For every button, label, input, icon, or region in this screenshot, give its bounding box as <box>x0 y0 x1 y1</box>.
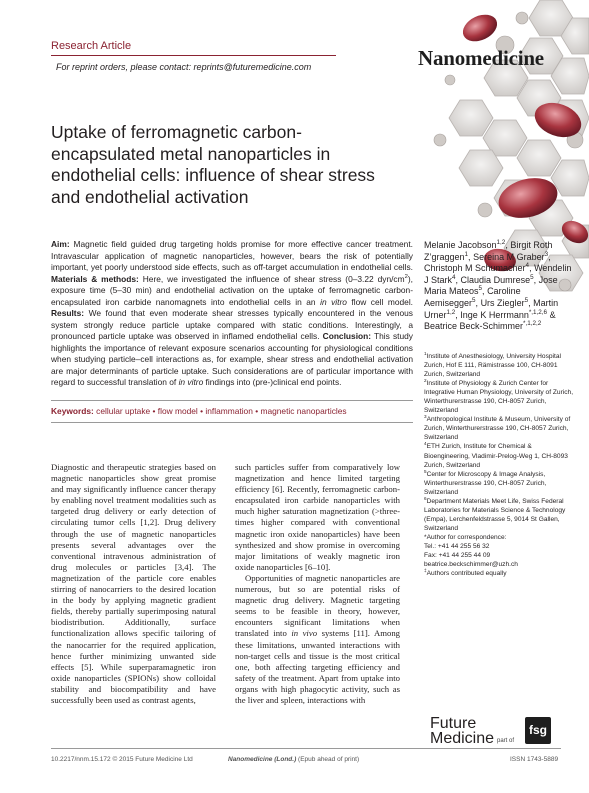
author-separator: , <box>548 251 551 262</box>
affiliation-sup: 1 <box>424 350 427 356</box>
author-name: Claudia Dumrese <box>460 274 531 285</box>
author-affiliation-sup: 4 <box>525 262 530 270</box>
conclusion-italic: in vitro <box>178 377 204 387</box>
affiliation <box>424 497 574 533</box>
aim-label: Aim: <box>51 239 70 249</box>
affiliation-sup: 2 <box>424 377 427 383</box>
affiliation <box>424 415 574 442</box>
affiliations <box>424 352 574 578</box>
author-separator: , <box>455 274 461 285</box>
author-separator: , <box>528 297 534 308</box>
methods-sup: 2 <box>404 273 408 280</box>
author-affiliation-sup: 4 <box>452 273 456 281</box>
methods-text-b: ), exposure time (5–30 min) and endothelial activation on the uptake of ferromagnetic carbon-encapsulated iron carbide nanomagnets into endothelial cells in an <box>51 273 413 307</box>
keywords <box>51 406 413 416</box>
keyword: magnetic nanoparticles <box>260 406 347 416</box>
affiliation-text: Fax: +41 44 255 44 09 <box>424 552 491 560</box>
author-affiliation-sup: 1,2 <box>496 239 506 246</box>
affiliation-text: *Author for correspondence: <box>424 533 507 541</box>
affiliation-text: beatrice.beckschimmer@uzh.ch <box>424 561 518 569</box>
author-separator: , <box>533 274 539 285</box>
author-separator: , <box>505 240 511 250</box>
affiliation-text: Center for Microscopy & Image Analysis, Winterthurerstrasse 190, CH-8057 Zurich, Switzerland <box>424 470 547 496</box>
affiliation <box>424 569 574 578</box>
keywords-list <box>96 406 346 416</box>
body-paragraph <box>235 573 400 706</box>
affiliation-text: ETH Zurich, Institute for Chemical & Bioengineering, Vladimir-Prelog-Weg 1, CH-8093 Zurich, Switzerland <box>424 443 568 469</box>
author-name: Christoph M Schumacher <box>424 263 526 274</box>
affiliation-sup: 5 <box>424 468 427 474</box>
author-separator: & <box>547 309 556 320</box>
affiliation <box>424 470 574 497</box>
logo-line1: Future <box>430 715 477 732</box>
body-column-1 <box>51 462 216 706</box>
affiliation-text: Tel.: +41 44 255 56 32 <box>424 542 490 550</box>
affiliation-sup: ‡ <box>424 567 427 573</box>
author-affiliation-sup: 5 <box>478 285 483 293</box>
journal-name: Nanomedicine <box>418 46 544 70</box>
keyword-separator: • <box>252 406 261 416</box>
keyword: flow model <box>157 406 198 416</box>
methods-italic: in vitro <box>320 296 347 307</box>
author-separator: , <box>455 309 461 320</box>
header-rule <box>51 55 336 56</box>
conclusion-text-a: This study highlights the importance of relevant exposure scenarios accounting for physiological conditions when studying particle–cell interactions as, for example, shear stress and endothelial activation are major determinants of particle uptake. Such considerations are of particular importance with regard to successful translation of <box>51 331 413 387</box>
logo-line2: Medicine <box>430 730 495 747</box>
body-text: systems [11]. Among these limitations, unwanted interactions with non-target cells and tissue is the most critical one, both affecting targeting efficiency and safety of the treatment. Apart from uptake into organs with high phagocytic activity, such as the liver and spleen, interactions with <box>235 628 401 705</box>
affiliation-text: Department Materials Meet Life, Swiss Federal Laboratories for Materials Science & Technology (Empa), Lerchenfeldstrasse 5, 9014 St Gallen, Switzerland <box>424 497 566 532</box>
body-italic: in vivo <box>291 628 318 639</box>
affiliation <box>424 542 574 551</box>
part-of-text: part of <box>497 738 515 744</box>
body-text: Opportunities of magnetic nanoparticles are numerous, but so are potential risks of magnetic drug delivery. Magnetic targeting seems to be feasible in theory, however, encounters significant limitations when translated into <box>235 572 400 639</box>
conclusion-label: Conclusion: <box>322 331 372 341</box>
body-paragraph: such particles suffer from comparatively low magnetization and hence limited targeting efficiency [6]. Recently, ferromagnetic carbon-encapsulated iron carbide nanoparticles with much higher saturation magnetization (>three-times higher compared with conventional magnetic iron oxide nanoparticles) have been synthesized and show promise in overcoming major limitations of weakly magnetic iron oxide nanoparticles [6–10]. <box>235 462 400 572</box>
author-name: Caroline Aemisegger <box>424 286 521 308</box>
methods-text-a: Here, we investigated the influence of shear stress (0–3.22 dyn/cm <box>138 273 405 284</box>
methods-text-c: flow cell model. <box>346 296 414 307</box>
keywords-label: Keywords: <box>51 406 94 416</box>
author-affiliation-sup: 5 <box>530 273 534 281</box>
abstract <box>51 239 413 389</box>
article-title: Uptake of ferromagnetic carbon-encapsulated metal nanoparticles in endothelial cells: influence of shear stress and endothelial activation <box>51 122 375 207</box>
author-name: Inge K Herrmann <box>460 309 529 320</box>
author-name: Birgit Roth Z’graggen <box>424 240 553 262</box>
author-name: Martin Urner <box>424 297 559 320</box>
footer-citation <box>228 756 359 763</box>
results-label: Results: <box>51 308 85 318</box>
footer-rule <box>51 748 561 749</box>
reprint-notice: For reprint orders, please contact: reprints@futuremedicine.com <box>56 62 312 72</box>
author-affiliation-sup: 5 <box>472 296 476 304</box>
author-affiliation-sup: 5 <box>524 296 529 304</box>
footer-doi: 10.2217/nnm.15.172 © 2015 Future Medicine Ltd <box>51 756 193 763</box>
results-text: We found that even moderate shear stresses typically encountered in the venous system strongly reduce particle uptake compared with static conditions. Interestingly, a pronounced particle uptake was observed in inflamed endothelial cells. <box>51 308 413 341</box>
author-affiliation-sup: 3 <box>544 250 549 258</box>
author-affiliation-sup: 1 <box>464 250 469 258</box>
author-name: Melanie Jacobson <box>424 240 497 250</box>
affiliation <box>424 551 574 560</box>
citation-journal: Nanomedicine (Lond.) <box>228 756 297 763</box>
affiliation-text: Institute of Physiology & Zurich Center for Integrative Human Physiology, University of Zurich, Winterthurerstrasse 190, CH-8057 Zurich, Switzerland <box>424 380 574 415</box>
author-name: Jose Maria Mateos <box>424 274 558 297</box>
affiliation-text: Anthropological Institute & Museum, University of Zurich, Winterthurerstrasse 190, CH-8057 Zurich, Switzerland <box>424 416 571 442</box>
author-separator: , <box>529 263 535 274</box>
author-affiliation-sup: *,1,2,6 <box>528 308 548 316</box>
conclusion-text-b: findings into (pre-)clinical end points. <box>203 377 342 387</box>
body-paragraph: Diagnostic and therapeutic strategies based on magnetic nanoparticles show great promise and may significantly influence cancer therapy by enabling novel treatment modalities such as targeted drug delivery or early detection of circulating tumor cells [1,2]. Drug delivery through the use of magnetic nanoparticles presents several advantages over the conventional intravenous administration of drug molecules or particles [3,4]. The magnetization of the particle core enables stirring of nanocarriers to the desired location in the body by applying magnetic gradient fields, thereby partially superimposing natural biodistribution. Additionally, surface functionalization allows specific tailoring of the nanocarrier for the required application, hence further minimizing unwanted side effects [5]. While superparamagnetic iron oxide nanoparticles (SPIONs) show colloidal stability and biocompatibility and have successfully been used as contrast agents, <box>51 462 216 705</box>
footer-issn: ISSN 1743-5889 <box>510 756 559 763</box>
affiliation-sup: 3 <box>424 414 427 420</box>
body-column-2 <box>235 462 400 706</box>
author-affiliation-sup: *,1,2,2 <box>523 320 542 328</box>
keyword: inflammation <box>205 406 253 416</box>
author-list <box>424 240 574 333</box>
affiliation <box>424 352 574 379</box>
affiliation-sup: 6 <box>424 495 427 501</box>
keyword: cellular uptake <box>96 406 151 416</box>
affiliation-text: Institute of Anesthesiology, University Hospital Zurich, Hof E 111, Rämistrasse 100, CH-8091 Zurich, Switzerland <box>424 353 561 379</box>
methods-label: Materials & methods: <box>51 273 139 284</box>
affiliation-text: Authors contributed equally <box>426 570 507 578</box>
author-separator: , <box>482 286 488 297</box>
keywords-bottom-rule <box>51 422 413 423</box>
author-affiliation-sup: 1,2 <box>446 308 456 316</box>
keyword-separator: • <box>150 406 158 416</box>
affiliation-sup: 4 <box>424 441 427 447</box>
affiliation <box>424 560 574 569</box>
affiliation <box>424 379 574 415</box>
keyword-separator: • <box>197 406 206 416</box>
author-name: Sereina M Graber <box>473 251 545 262</box>
author-separator: , <box>468 251 474 262</box>
author-name: Urs Ziegler <box>480 297 525 308</box>
author-name: Wendelin J Stark <box>424 263 572 285</box>
aim-text: Magnetic field guided drug targeting holds promise for more effective cancer treatment. Intravascular application of magnetic nanoparticles, however, bears the risk of potentially important, yet poorly understood side effects, such as off-target accumulation in endothelial cells. <box>51 239 413 272</box>
author-separator: , <box>475 297 481 308</box>
author-name: Beatrice Beck-Schimmer <box>424 321 524 332</box>
affiliation <box>424 442 574 469</box>
affiliation <box>424 533 574 542</box>
citation-rest: (Epub ahead of print) <box>296 756 360 763</box>
keywords-top-rule <box>51 400 413 401</box>
article-type: Research Article <box>51 40 132 52</box>
future-medicine-logo <box>430 716 494 746</box>
fsg-logo: fsg <box>525 717 551 744</box>
